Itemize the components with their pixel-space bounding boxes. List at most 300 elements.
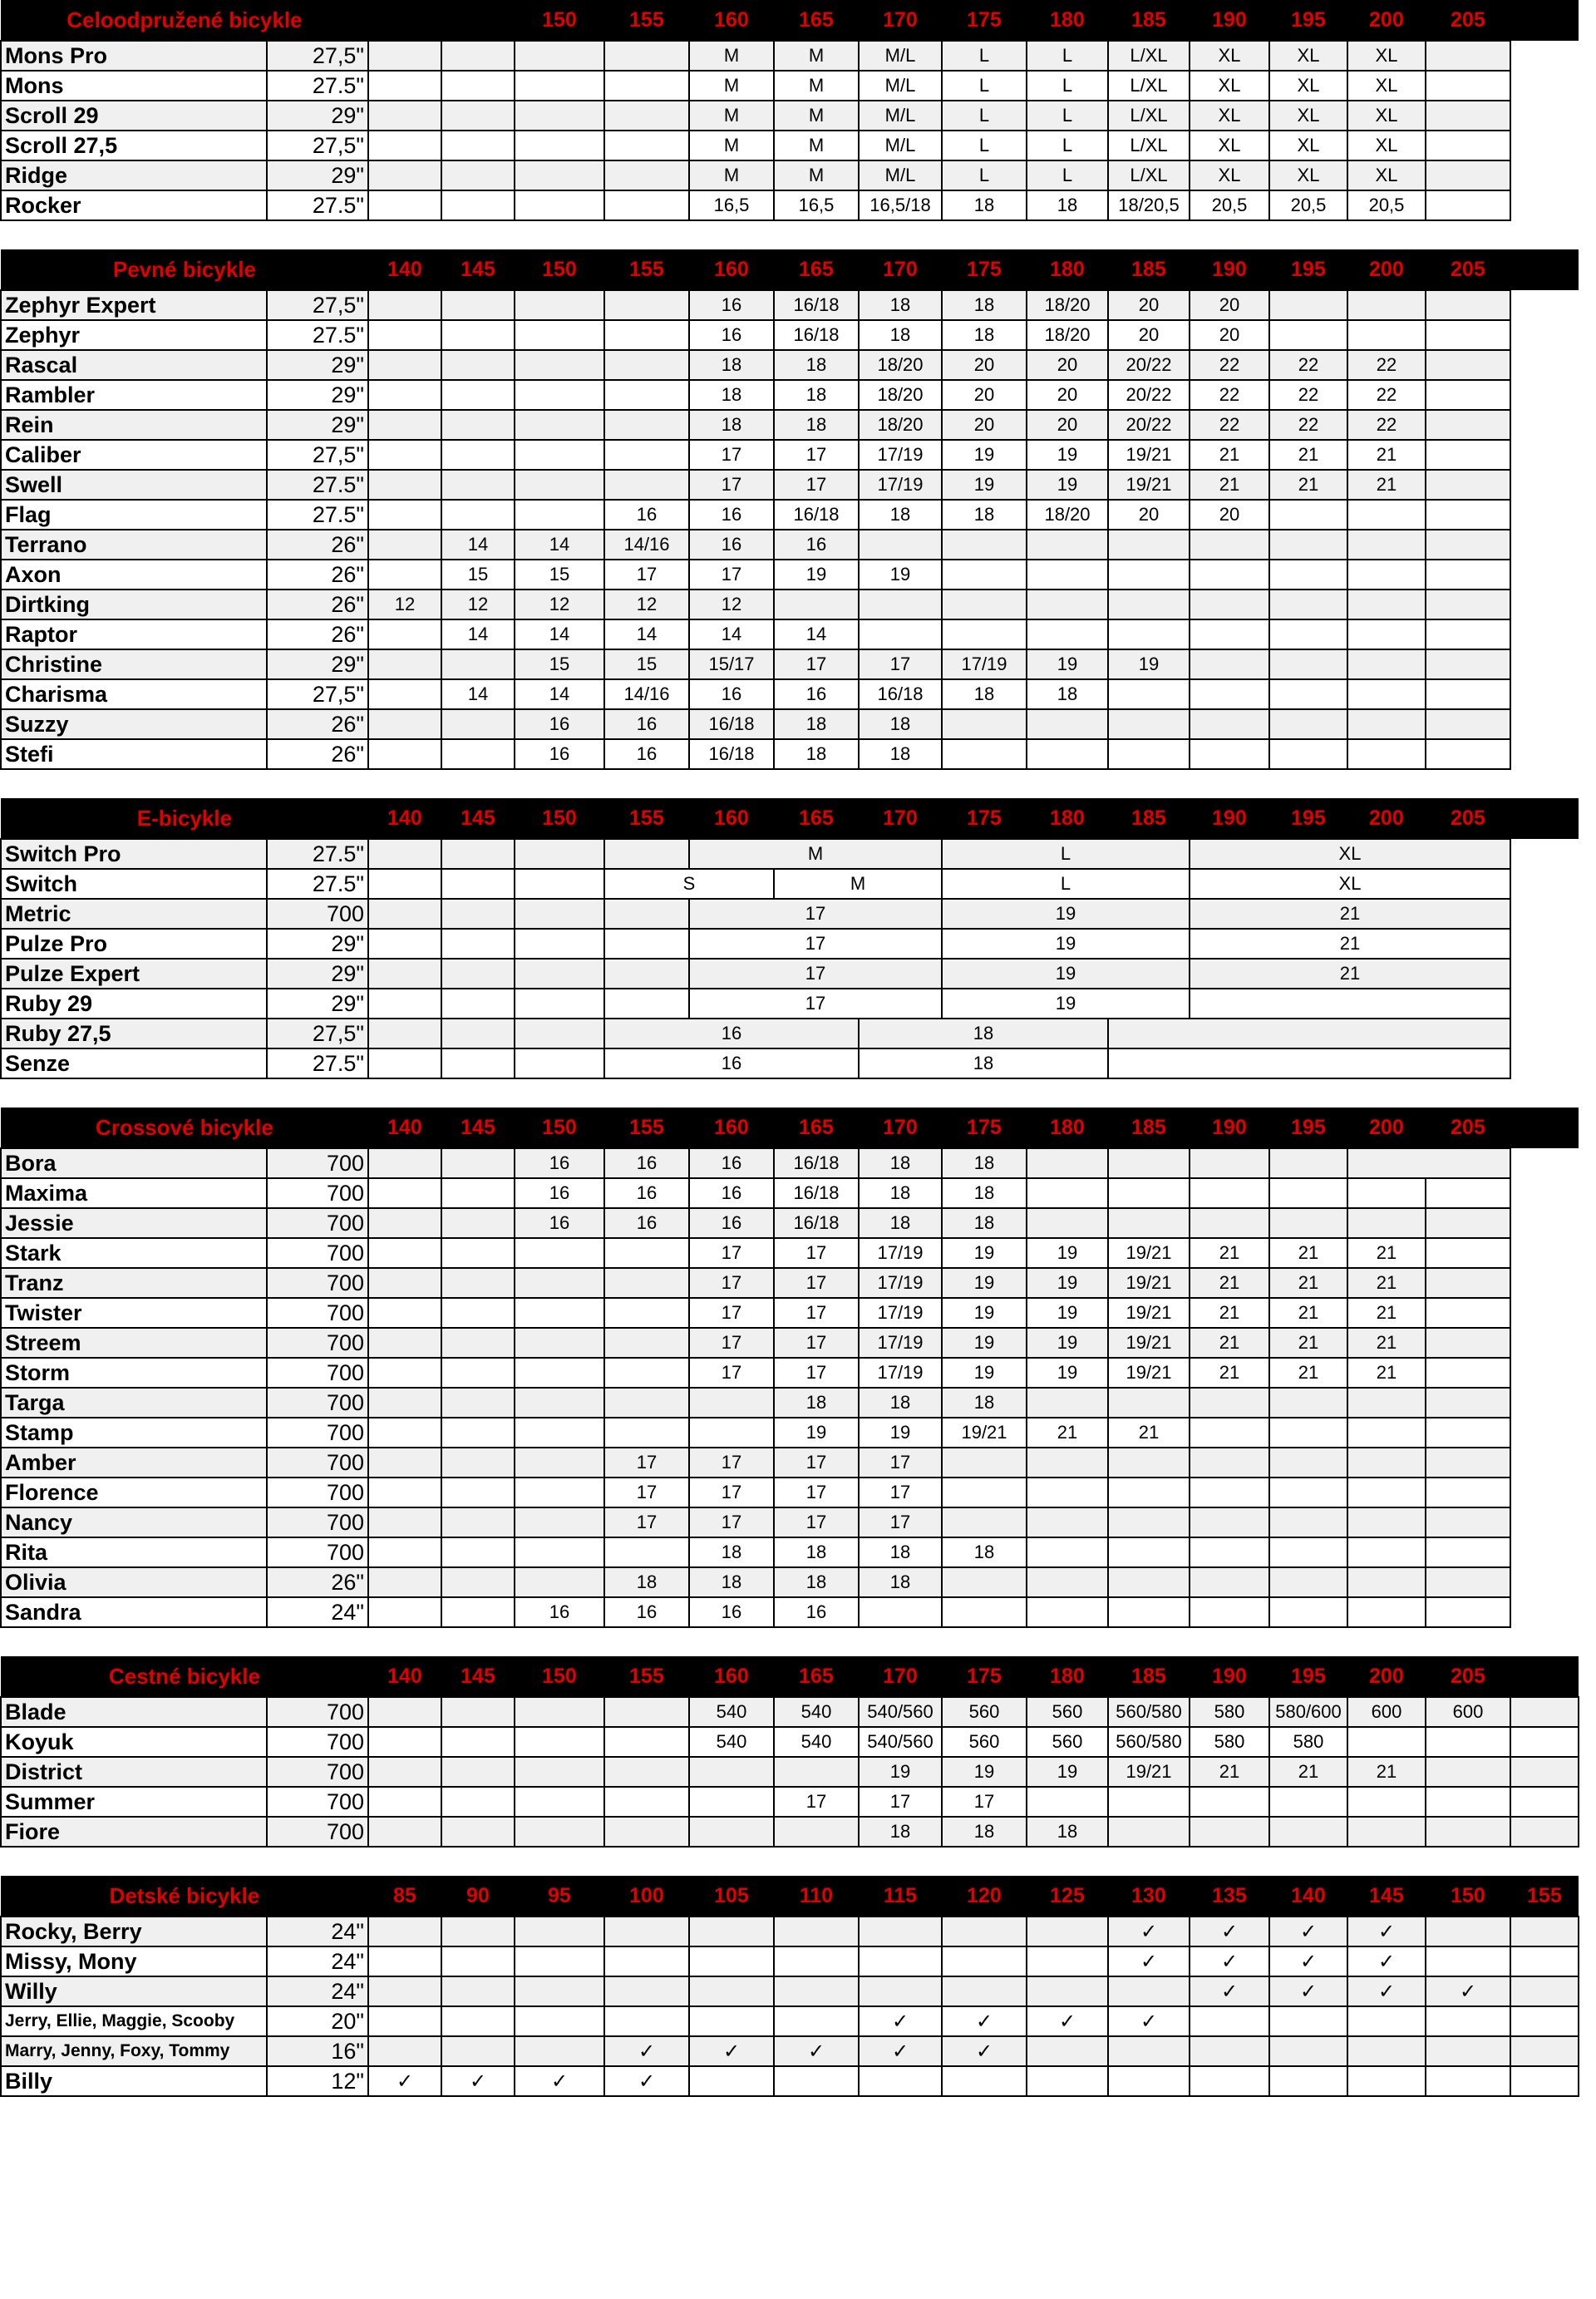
table-row: [1, 1946, 1579, 1976]
frame-size-cell: [689, 1757, 774, 1787]
frame-size-cell: [604, 1787, 689, 1817]
frame-size-cell: 21: [1269, 440, 1347, 470]
frame-size-cell: 19: [942, 1298, 1027, 1328]
frame-size-cell: [604, 190, 689, 220]
frame-size-cell: [368, 679, 441, 709]
height-header-cell: [1510, 1656, 1579, 1697]
frame-size-cell: XL: [1347, 41, 1426, 71]
frame-size-cell: [368, 1268, 441, 1298]
table-row: [1, 530, 1579, 560]
table-row: [1, 959, 1579, 989]
frame-size-cell: [1426, 1567, 1510, 1597]
frame-size-cell: 540: [774, 1697, 859, 1727]
frame-size-cell: [441, 1917, 515, 1946]
frame-size-cell: 17: [689, 1507, 774, 1537]
frame-size-cell: 21: [1347, 1268, 1426, 1298]
frame-size-cell: L: [1027, 71, 1108, 101]
frame-size-cell: 14: [515, 679, 604, 709]
frame-size-cell: 16: [604, 1208, 689, 1238]
frame-size-cell: [1426, 1328, 1510, 1358]
height-header-cell: 195: [1269, 798, 1347, 839]
frame-size-cell: [1426, 1388, 1510, 1418]
frame-size-cell: [1426, 1597, 1510, 1627]
check-mark-cell: ✓: [859, 2006, 942, 2036]
frame-size-cell: [1426, 500, 1510, 530]
height-header-cell: 145: [441, 249, 515, 290]
frame-size-cell: 17: [689, 899, 942, 929]
frame-size-cell: [604, 1976, 689, 2006]
wheel-size-cell: 26": [267, 1567, 368, 1597]
frame-size-cell: [1510, 2036, 1579, 2066]
section-title: Cestné bicykle: [1, 1656, 368, 1697]
frame-size-cell: [368, 1787, 441, 1817]
frame-size-cell: [515, 839, 604, 869]
frame-size-cell: [441, 440, 515, 470]
frame-size-cell: 20,5: [1269, 190, 1347, 220]
frame-size-cell: [1190, 1537, 1269, 1567]
frame-size-cell: 21: [1190, 1238, 1269, 1268]
frame-size-cell: [441, 1597, 515, 1627]
frame-size-cell: [604, 1727, 689, 1757]
height-header-cell: 175: [942, 1108, 1027, 1148]
frame-size-cell: [515, 1817, 604, 1847]
table-row: [1, 440, 1579, 470]
check-mark-cell: ✓: [774, 2036, 859, 2066]
frame-size-cell: [1510, 1757, 1579, 1787]
frame-size-cell: [368, 1817, 441, 1847]
height-header-cell: 175: [942, 0, 1027, 41]
frame-size-cell: [515, 500, 604, 530]
frame-size-cell: [942, 1567, 1027, 1597]
model-name-cell: Christine: [1, 649, 267, 679]
height-header-cell: 190: [1190, 249, 1269, 290]
frame-size-cell: [441, 1328, 515, 1358]
frame-size-cell: [1108, 1567, 1190, 1597]
frame-size-cell: [441, 739, 515, 769]
frame-size-cell: [1347, 1567, 1426, 1597]
frame-size-cell: 20: [1027, 380, 1108, 410]
frame-size-cell: [368, 530, 441, 560]
frame-size-cell: M: [774, 131, 859, 160]
frame-size-cell: [1190, 989, 1510, 1019]
frame-size-cell: [368, 410, 441, 440]
model-name-cell: Mons: [1, 71, 267, 101]
frame-size-cell: [441, 899, 515, 929]
frame-size-cell: 540: [689, 1697, 774, 1727]
frame-size-cell: 14: [604, 619, 689, 649]
spacer-cell: [1, 769, 1579, 798]
frame-size-cell: XL: [1347, 160, 1426, 190]
frame-size-cell: 18: [604, 1567, 689, 1597]
check-mark-cell: ✓: [1269, 1917, 1347, 1946]
frame-size-cell: [1190, 1478, 1269, 1507]
frame-size-cell: 18: [942, 679, 1027, 709]
frame-size-cell: [1269, 1817, 1347, 1847]
section-header: [1, 1876, 1579, 1917]
frame-size-cell: 20: [1190, 290, 1269, 320]
frame-size-cell: XL: [1190, 839, 1510, 869]
frame-size-cell: 16/18: [774, 1148, 859, 1178]
frame-size-cell: [604, 1817, 689, 1847]
frame-size-cell: [774, 1946, 859, 1976]
frame-size-cell: 18: [689, 1537, 774, 1567]
frame-size-cell: M: [689, 71, 774, 101]
frame-size-cell: 21: [1190, 959, 1510, 989]
frame-size-cell: 19: [942, 1238, 1027, 1268]
frame-size-cell: [1269, 1148, 1347, 1178]
frame-size-cell: [942, 1946, 1027, 1976]
frame-size-cell: XL: [1190, 160, 1269, 190]
frame-size-cell: 17: [689, 1298, 774, 1328]
frame-size-cell: [689, 1787, 774, 1817]
table-row: [1, 679, 1579, 709]
frame-size-cell: [1426, 1507, 1510, 1537]
frame-size-cell: 17: [689, 560, 774, 590]
frame-size-cell: 19: [942, 959, 1190, 989]
frame-size-cell: [515, 1976, 604, 2006]
frame-size-cell: [1426, 350, 1510, 380]
frame-size-cell: [1426, 679, 1510, 709]
frame-size-cell: [515, 989, 604, 1019]
frame-size-cell: [774, 1917, 859, 1946]
check-mark-cell: ✓: [1190, 1976, 1269, 2006]
frame-size-cell: 17: [689, 470, 774, 500]
height-header-cell: 185: [1108, 249, 1190, 290]
height-header-cell: 155: [1510, 1876, 1579, 1917]
section-title: Detské bicykle: [1, 1876, 368, 1917]
frame-size-cell: [1190, 1787, 1269, 1817]
frame-size-cell: [441, 839, 515, 869]
frame-size-cell: [942, 739, 1027, 769]
frame-size-cell: 16: [515, 1208, 604, 1238]
model-name-cell: Charisma: [1, 679, 267, 709]
frame-size-cell: [368, 560, 441, 590]
table-row: [1, 1328, 1579, 1358]
frame-size-cell: 21: [1190, 1757, 1269, 1787]
frame-size-cell: [368, 709, 441, 739]
frame-size-cell: 18: [689, 410, 774, 440]
table-row: [1, 1048, 1579, 1078]
frame-size-cell: [1269, 1478, 1347, 1507]
model-name-cell: District: [1, 1757, 267, 1787]
frame-size-cell: M: [774, 869, 942, 899]
height-header-cell: 165: [774, 1656, 859, 1697]
frame-size-cell: [604, 1358, 689, 1388]
frame-size-cell: 580: [1190, 1697, 1269, 1727]
frame-size-cell: [1426, 190, 1510, 220]
frame-size-cell: [368, 190, 441, 220]
check-mark-cell: ✓: [1426, 1976, 1510, 2006]
frame-size-cell: [441, 1048, 515, 1078]
frame-size-cell: [1027, 1946, 1108, 1976]
wheel-size-cell: 27,5": [267, 440, 368, 470]
frame-size-cell: [515, 2036, 604, 2066]
height-header-cell: 175: [942, 798, 1027, 839]
frame-size-cell: XL: [1190, 101, 1269, 131]
frame-size-cell: [368, 839, 441, 869]
frame-size-cell: [1269, 1388, 1347, 1418]
frame-size-cell: [604, 410, 689, 440]
frame-size-cell: 20: [1190, 500, 1269, 530]
frame-size-cell: [774, 1757, 859, 1787]
frame-size-cell: 17: [689, 1268, 774, 1298]
frame-size-cell: [1426, 560, 1510, 590]
height-header-cell: 85: [368, 1876, 441, 1917]
frame-size-cell: [1347, 1507, 1426, 1537]
model-name-cell: Ruby 27,5: [1, 1019, 267, 1048]
frame-size-cell: [1510, 2066, 1579, 2096]
frame-size-cell: 600: [1347, 1697, 1426, 1727]
frame-size-cell: 18: [859, 1567, 942, 1597]
table-row: [1, 160, 1579, 190]
frame-size-cell: [1426, 1268, 1510, 1298]
table-row: [1, 1697, 1579, 1727]
frame-size-cell: [515, 1478, 604, 1507]
frame-size-cell: 22: [1269, 380, 1347, 410]
frame-size-cell: [515, 1727, 604, 1757]
frame-size-cell: [441, 1946, 515, 1976]
frame-size-cell: [1426, 470, 1510, 500]
frame-size-cell: [1190, 530, 1269, 560]
frame-size-cell: [441, 709, 515, 739]
frame-size-cell: [1027, 1917, 1108, 1946]
frame-size-cell: [441, 869, 515, 899]
frame-size-cell: 22: [1269, 410, 1347, 440]
frame-size-cell: [1269, 679, 1347, 709]
model-name-cell: Senze: [1, 1048, 267, 1078]
frame-size-cell: [1510, 1727, 1579, 1757]
frame-size-cell: 17: [774, 649, 859, 679]
frame-size-cell: L: [942, 869, 1190, 899]
frame-size-cell: 17: [689, 440, 774, 470]
wheel-size-cell: 700: [267, 1727, 368, 1757]
check-mark-cell: ✓: [1269, 1976, 1347, 2006]
frame-size-cell: [368, 959, 441, 989]
table-row: [1, 1148, 1579, 1178]
frame-size-cell: M: [774, 41, 859, 71]
frame-size-cell: [1426, 739, 1510, 769]
model-name-cell: Axon: [1, 560, 267, 590]
frame-size-cell: [441, 101, 515, 131]
frame-size-cell: [689, 2066, 774, 2096]
frame-size-cell: 19/21: [1108, 1757, 1190, 1787]
frame-size-cell: 18: [942, 320, 1027, 350]
frame-size-cell: [1027, 1478, 1108, 1507]
frame-size-cell: 18/20: [859, 350, 942, 380]
frame-size-cell: 580: [1269, 1727, 1347, 1757]
model-name-cell: Mons Pro: [1, 41, 267, 71]
frame-size-cell: 17: [689, 1448, 774, 1478]
frame-size-cell: [515, 1917, 604, 1946]
check-mark-cell: ✓: [689, 2036, 774, 2066]
frame-size-cell: 18: [1027, 679, 1108, 709]
frame-size-cell: 21: [1269, 1328, 1347, 1358]
frame-size-cell: [604, 1328, 689, 1358]
frame-size-cell: [515, 41, 604, 71]
model-name-cell: Metric: [1, 899, 267, 929]
frame-size-cell: 21: [1269, 1298, 1347, 1328]
wheel-size-cell: 24": [267, 1597, 368, 1627]
frame-size-cell: 21: [1190, 440, 1269, 470]
check-mark-cell: ✓: [1190, 1946, 1269, 1976]
frame-size-cell: 16: [689, 1178, 774, 1208]
model-name-cell: Nancy: [1, 1507, 267, 1537]
height-header-cell: 150: [515, 798, 604, 839]
height-header-cell: 155: [604, 1656, 689, 1697]
wheel-size-cell: 700: [267, 1817, 368, 1847]
frame-size-cell: [1347, 2066, 1426, 2096]
section-title: Celoodpružené bicykle: [1, 0, 368, 41]
frame-size-cell: 16: [774, 530, 859, 560]
frame-size-cell: [604, 320, 689, 350]
table-row: [1, 1478, 1579, 1507]
frame-size-cell: [689, 2006, 774, 2036]
frame-size-cell: [441, 380, 515, 410]
wheel-size-cell: 700: [267, 1478, 368, 1507]
frame-size-cell: [1426, 1917, 1510, 1946]
frame-size-cell: [368, 1597, 441, 1627]
table-row: [1, 709, 1579, 739]
frame-size-cell: 14: [441, 619, 515, 649]
frame-size-cell: [1510, 1976, 1579, 2006]
frame-size-cell: [368, 1917, 441, 1946]
frame-size-cell: [1190, 2006, 1269, 2036]
frame-size-cell: 18: [1027, 1817, 1108, 1847]
wheel-size-cell: 700: [267, 1388, 368, 1418]
frame-size-cell: 18/20: [1027, 290, 1108, 320]
frame-size-cell: [1190, 709, 1269, 739]
frame-size-cell: [1190, 2066, 1269, 2096]
frame-size-cell: [1426, 2066, 1510, 2096]
frame-size-cell: [368, 1328, 441, 1358]
check-mark-cell: ✓: [1347, 1917, 1426, 1946]
frame-size-cell: 16: [689, 1597, 774, 1627]
frame-size-cell: 15: [604, 649, 689, 679]
frame-size-cell: [942, 530, 1027, 560]
frame-size-cell: 20: [1108, 320, 1190, 350]
wheel-size-cell: 700: [267, 1448, 368, 1478]
check-mark-cell: ✓: [1108, 1946, 1190, 1976]
frame-size-cell: [441, 959, 515, 989]
model-name-cell: Missy, Mony: [1, 1946, 267, 1976]
height-header-cell: 175: [942, 249, 1027, 290]
frame-size-cell: 19: [942, 899, 1190, 929]
frame-size-cell: 16: [689, 500, 774, 530]
frame-size-cell: 14: [689, 619, 774, 649]
model-name-cell: Amber: [1, 1448, 267, 1478]
frame-size-cell: [441, 1019, 515, 1048]
frame-size-cell: [1347, 1537, 1426, 1567]
table-row: [1, 649, 1579, 679]
frame-size-cell: [689, 1976, 774, 2006]
frame-size-cell: 16/18: [689, 709, 774, 739]
height-header-cell: 205: [1426, 798, 1510, 839]
frame-size-cell: 19: [859, 1757, 942, 1787]
frame-size-cell: [441, 1976, 515, 2006]
frame-size-cell: [1347, 2036, 1426, 2066]
frame-size-cell: [1426, 1946, 1510, 1976]
frame-size-cell: 20: [942, 350, 1027, 380]
frame-size-cell: [368, 989, 441, 1019]
frame-size-cell: [368, 1178, 441, 1208]
frame-size-cell: 19/21: [1108, 1298, 1190, 1328]
frame-size-cell: M: [774, 160, 859, 190]
frame-size-cell: 16/18: [774, 320, 859, 350]
frame-size-cell: 20: [1027, 410, 1108, 440]
wheel-size-cell: 29": [267, 350, 368, 380]
wheel-size-cell: 27,5": [267, 41, 368, 71]
frame-size-cell: [368, 131, 441, 160]
height-header-cell: 170: [859, 249, 942, 290]
frame-size-cell: 14: [515, 530, 604, 560]
frame-size-cell: 16/18: [774, 1178, 859, 1208]
frame-size-cell: 22: [1190, 410, 1269, 440]
frame-size-cell: [515, 131, 604, 160]
frame-size-cell: [1347, 560, 1426, 590]
model-name-cell: Jessie: [1, 1208, 267, 1238]
table-row: [1, 560, 1579, 590]
frame-size-cell: [689, 1817, 774, 1847]
frame-size-cell: [515, 1298, 604, 1328]
wheel-size-cell: 20": [267, 2006, 368, 2036]
frame-size-cell: 19: [1027, 1328, 1108, 1358]
frame-size-cell: [1190, 1208, 1269, 1238]
frame-size-cell: [441, 989, 515, 1019]
frame-size-cell: [368, 1976, 441, 2006]
frame-size-cell: [515, 1019, 604, 1048]
frame-size-cell: [441, 190, 515, 220]
table-row: [1, 929, 1579, 959]
height-header-cell: 180: [1027, 1108, 1108, 1148]
frame-size-cell: 18: [859, 1148, 942, 1178]
wheel-size-cell: 700: [267, 1178, 368, 1208]
height-header-cell: 190: [1190, 1656, 1269, 1697]
frame-size-cell: 16: [689, 320, 774, 350]
height-header-cell: 205: [1426, 1656, 1510, 1697]
frame-size-cell: [1108, 1388, 1190, 1418]
frame-size-cell: 19: [942, 1328, 1027, 1358]
frame-size-cell: [1190, 619, 1269, 649]
frame-size-cell: 17: [859, 1478, 942, 1507]
frame-size-cell: [774, 1976, 859, 2006]
frame-size-cell: L: [1027, 131, 1108, 160]
frame-size-cell: 12: [441, 590, 515, 619]
table-row: [1, 739, 1579, 769]
frame-size-cell: [441, 1178, 515, 1208]
frame-size-cell: [441, 2036, 515, 2066]
frame-size-cell: [1269, 649, 1347, 679]
frame-size-cell: [515, 101, 604, 131]
frame-size-cell: [515, 1418, 604, 1448]
frame-size-cell: [1347, 709, 1426, 739]
frame-size-cell: [1426, 1817, 1510, 1847]
height-header-cell: 135: [1190, 1876, 1269, 1917]
frame-size-cell: 19: [1027, 1358, 1108, 1388]
frame-size-cell: 16: [689, 679, 774, 709]
frame-size-cell: 17: [859, 1507, 942, 1537]
height-header-cell: 125: [1027, 1876, 1108, 1917]
frame-size-cell: 17: [689, 1328, 774, 1358]
frame-size-cell: 18: [942, 1208, 1027, 1238]
height-header-cell: 100: [604, 1876, 689, 1917]
model-name-cell: Caliber: [1, 440, 267, 470]
frame-size-cell: 21: [1269, 470, 1347, 500]
frame-size-cell: [1426, 1757, 1510, 1787]
frame-size-cell: [1108, 1597, 1190, 1627]
wheel-size-cell: 26": [267, 590, 368, 619]
frame-size-cell: [515, 929, 604, 959]
frame-size-cell: 18: [859, 709, 942, 739]
